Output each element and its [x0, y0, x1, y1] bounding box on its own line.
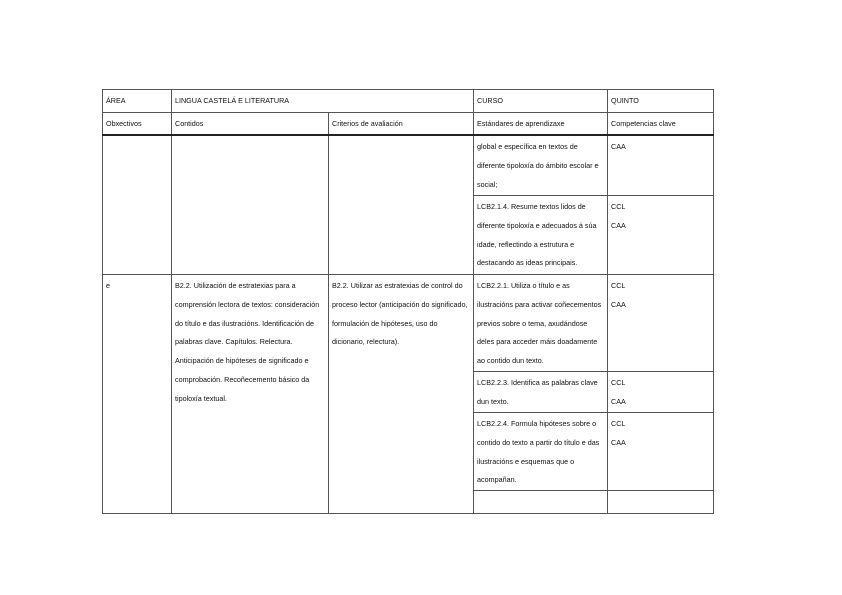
col-criterios: Criterios de avaliación	[329, 113, 474, 136]
criterio-cell	[329, 275, 474, 514]
estandar-cell	[474, 413, 608, 491]
estandar-cell	[474, 275, 608, 372]
table-row	[103, 275, 714, 372]
text-line: LCB2.2.3. Identifica as palabras clave	[477, 378, 598, 387]
text-line: LCB2.2.4. Formula hipóteses sobre o	[477, 419, 597, 428]
text-line: palabras clave. Capítulos. Relectura.	[175, 337, 293, 347]
contido-cell	[608, 491, 714, 514]
objectivo-cell	[103, 135, 172, 275]
competencia: CCL	[611, 281, 626, 290]
text-line: formulación de hipóteses, uso do	[332, 318, 438, 328]
col-contidos: Contidos	[172, 113, 329, 136]
objectivo-cell	[474, 491, 608, 514]
text-line	[477, 138, 604, 157]
competencias-cell	[608, 196, 714, 275]
competencia: CAA	[611, 142, 626, 151]
estandar-cell	[474, 372, 608, 413]
curriculum-table	[102, 89, 714, 514]
text-line: LCB2.2.1. Utiliza o título e as	[477, 281, 570, 290]
competencia: CAA	[611, 396, 626, 406]
competencias-cell	[608, 275, 714, 372]
text-line: ilustracións e esquemas que o	[477, 456, 575, 466]
text-line: ao contido dun texto.	[477, 356, 544, 366]
col-objectivos: Obxectivos	[103, 113, 172, 136]
word-group: global e específica en textos de	[477, 142, 578, 151]
word-group: diferente tipoloxía do ámbito escolar e	[477, 160, 599, 170]
text-line: destacando as ideas principais.	[477, 258, 578, 268]
text-line: tipoloxía textual.	[175, 393, 227, 403]
text-line: comprobación. Recoñecemento básico da	[175, 374, 310, 384]
text-line: dicionario, relectura).	[332, 337, 400, 347]
text-line: idade, reflectindo a estrutura e	[477, 239, 575, 249]
competencia: CAA	[611, 299, 626, 309]
contido-cell	[172, 135, 329, 275]
objectivo-cell: e	[103, 275, 172, 514]
header-row	[103, 90, 714, 113]
curso-label: CURSO	[474, 90, 608, 113]
text-line: acompañan.	[477, 475, 517, 485]
col-estandares: Estándares de aprendizaxe	[474, 113, 608, 136]
area-label: ÁREA	[103, 90, 172, 113]
competencia: CCL	[611, 202, 626, 211]
competencia: CAA	[611, 220, 626, 230]
text-line: deles para acceder máis doadamente	[477, 337, 598, 347]
text-line: LCB2.1.4. Resume textos lidos de	[477, 202, 586, 211]
text-line: Anticipación de hipóteses de significado e	[175, 356, 309, 366]
area-value: LINGUA CASTELÁ E LITERATURA	[172, 90, 474, 113]
competencia: CCL	[611, 419, 626, 428]
text-line	[477, 157, 604, 176]
competencia: CCL	[611, 378, 626, 387]
text-line: previos sobre o tema, axudándose	[477, 318, 588, 328]
contido-cell	[172, 275, 329, 514]
competencias-cell	[608, 372, 714, 413]
estandar-cell	[474, 196, 608, 275]
text-line: ilustracións para activar coñecementos	[477, 299, 602, 309]
text-line: B2.2. Utilización de estratexias para a	[175, 281, 296, 290]
criterio-cell	[329, 135, 474, 275]
text-line: do título e das ilustracións. Identificación de	[175, 318, 315, 328]
estandar-cell	[474, 135, 608, 196]
text-line: B2.2. Utilizar as estratexias de control do	[332, 281, 463, 290]
text-line: diferente tipoloxía e adecuados á súa	[477, 220, 597, 230]
col-competencias: Competencias clave	[608, 113, 714, 136]
curso-value: QUINTO	[608, 90, 714, 113]
competencias-cell	[608, 135, 714, 196]
text-line: social;	[477, 179, 498, 189]
text-line: comprensión lectora de textos: consideración	[175, 299, 320, 309]
text-line: dun texto.	[477, 396, 509, 406]
competencia: CAA	[611, 437, 626, 447]
text-line: proceso lector (anticipación do significado,	[332, 299, 468, 309]
column-header-row	[103, 113, 714, 136]
competencias-cell	[608, 413, 714, 491]
table-row	[103, 135, 714, 196]
text-line: contido do texto a partir do título e das	[477, 437, 600, 447]
